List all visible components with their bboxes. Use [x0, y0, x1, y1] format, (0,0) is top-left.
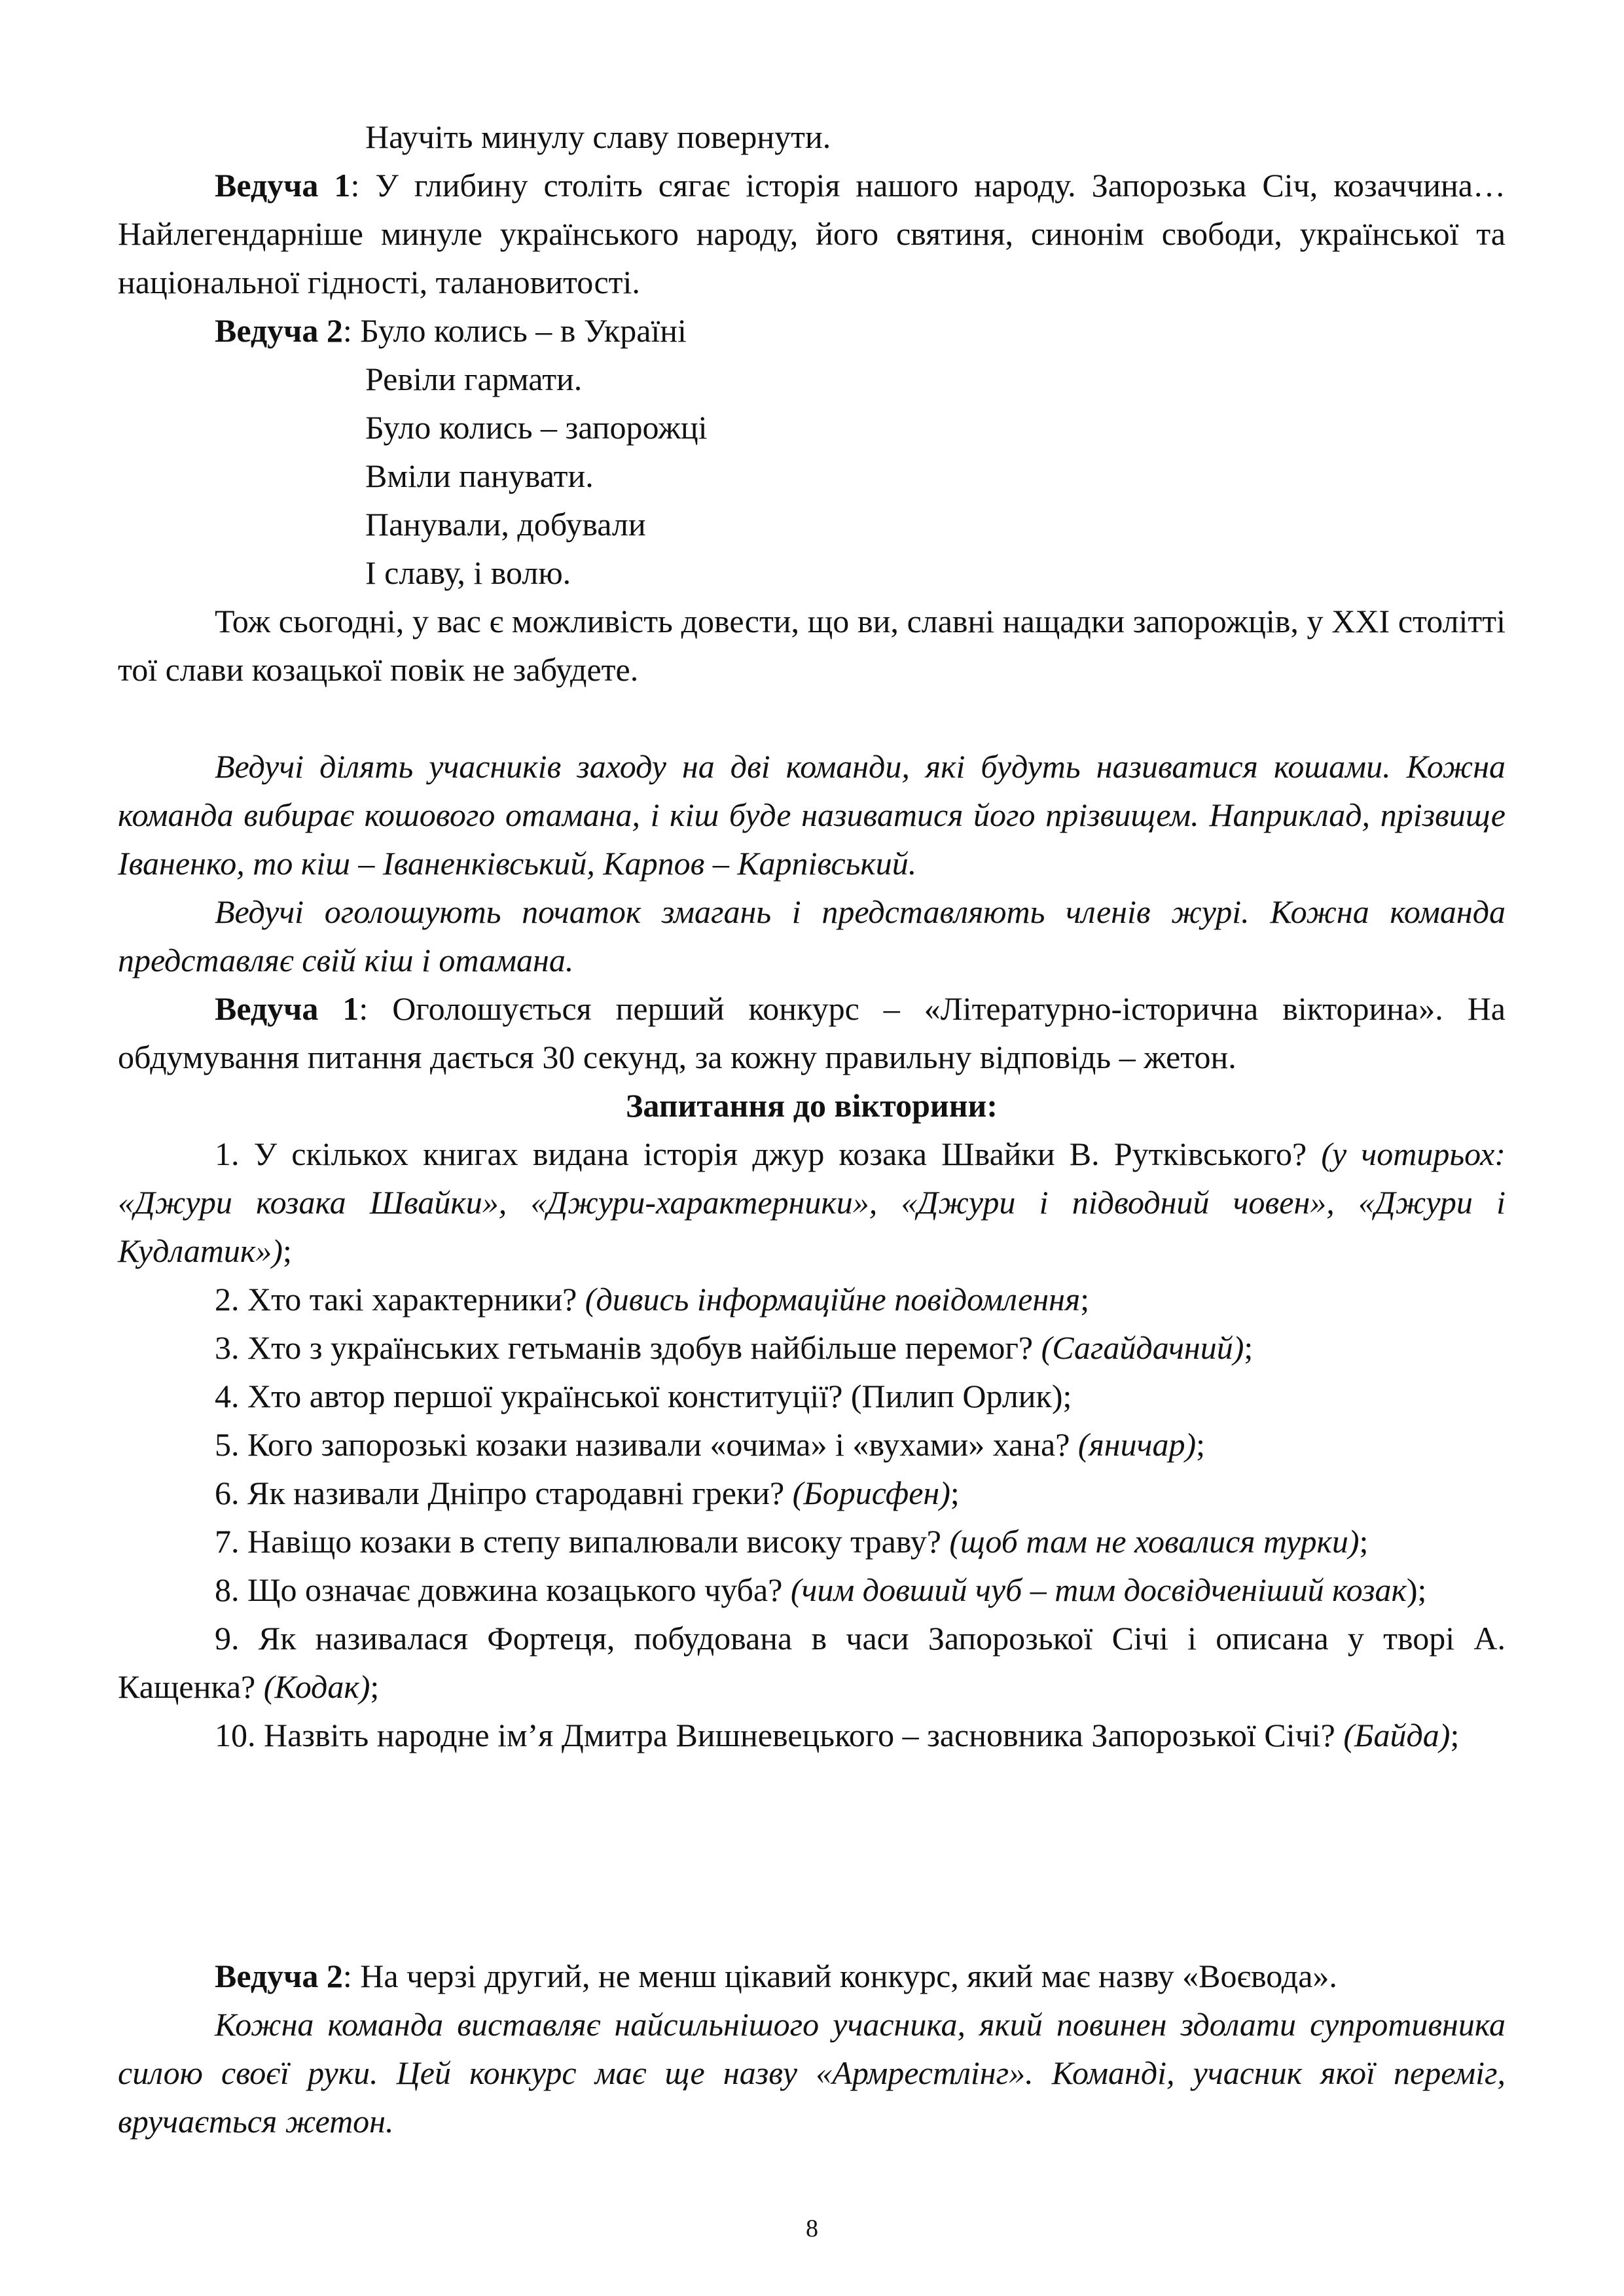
instruction-text: Ведучі оголошують початок змагань і представляють членів журі. Кожна команда представляє свій кіш і отамана. [118, 893, 1506, 978]
quiz-question: 5. Кого запорозькі козаки називали «очима» і «вухами» хана? (яничар); [215, 1426, 1206, 1463]
host2-verse-paragraph [118, 306, 1506, 597]
verse-line: Вміли панувати. [365, 457, 594, 494]
quiz-questions [118, 1130, 1506, 1759]
instructions-teams [118, 742, 1506, 984]
verse-line: І славу, і волю. [365, 554, 571, 591]
host1-contest-paragraph [118, 984, 1506, 1081]
paragraph-text: : На черзі другий, не менш цікавий конкурс, який має назву «Воєвода». [342, 1958, 1337, 1994]
host2-contest-paragraph [118, 1952, 1506, 2145]
quiz-question: 10. Назвіть народне ім’я Дмитра Вишневецького – засновника Запорозької Січі? (Байда); [215, 1717, 1460, 1753]
instruction-text: Кожна команда виставляє найсильнішого учасника, який повинен здолати супротивника силою своєї руки. Цей конкурс має ще назву «Армрестлінг». Команді, учасник якої переміг, вручається жетон. [118, 2006, 1506, 2140]
speaker-label: Ведуча 1 [215, 167, 351, 204]
speaker-label: Ведуча 1 [215, 990, 359, 1027]
host1-intro-paragraph [118, 161, 1506, 306]
quiz-question: 1. У скількох книгах видана історія джур козака Швайки В. Рутківського? (у чотирьох: «Джури козака Швайки», «Джури-характерники», «Джури і підводний човен», «Джури і Кудлатик»); [118, 1136, 1506, 1269]
verse-top [118, 113, 1506, 161]
quiz-question: 9. Як називалася Фортеця, побудована в часи Запорозької Січі і описана у творі А. Кащенка? (Кодак); [118, 1620, 1506, 1705]
paragraph-text: : Оголошується перший конкурс – «Літературно-історична вікторина». На обдумування питання дається 30 секунд, за кожну правильну відповідь – жетон. [118, 990, 1506, 1075]
quiz-heading [118, 1081, 1506, 1130]
quiz-question: 2. Хто такі характерники? (дивись інформаційне повідомлення; [215, 1281, 1090, 1318]
paragraph-text: Тож сьогодні, у вас є можливість довести, що ви, славні нащадки запорожців, у XXI столітті тої слави козацької повік не забудете. [118, 603, 1506, 688]
speaker-label: Ведуча 2 [215, 1958, 343, 1994]
verse-line: Було колись – запорожці [365, 409, 708, 446]
quiz-question: 6. Як називали Дніпро стародавні греки? (Борисфен); [215, 1475, 960, 1511]
page-number: 8 [806, 2215, 818, 2242]
quiz-question: 8. Що означає довжина козацького чуба? (чим довший чуб – тим досвідченіший козак); [215, 1571, 1427, 1608]
paragraph-text: : У глибину століть сягає історія нашого народу. Запорозька Січ, козаччина… Найлегендарніше минуле українського народу, його святиня, синонім свободи, української та національної гідності, талановитості. [118, 167, 1506, 300]
verse-line: Ревіли гармати. [365, 361, 583, 397]
instruction-text: Ведучі ділять учасників заходу на дві команди, які будуть називатися кошами. Кожна команда вибирає кошового отамана, і кіш буде називатися його прізвищем. Наприклад, прізвище Іваненко, то кіш – Іваненківський, Карпов – Карпівський. [118, 748, 1506, 882]
quiz-question: 7. Навіщо козаки в степу випалювали високу траву? (щоб там не ховалися турки); [215, 1523, 1369, 1560]
quiz-question: 3. Хто з українських гетьманів здобув найбільше перемог? (Сагайдачний); [215, 1329, 1254, 1366]
paragraph-text: : Було колись – в Україні [342, 312, 687, 349]
verse-block [118, 355, 1506, 597]
verse-line: Научіть минулу славу повернути. [365, 118, 831, 155]
quiz-title: Запитання до вікторини: [626, 1087, 998, 1124]
quiz-question: 4. Хто автор першої української конституції? (Пилип Орлик); [215, 1378, 1072, 1414]
today-paragraph [118, 597, 1506, 694]
speaker-label: Ведуча 2 [215, 312, 343, 349]
verse-line: Панували, добували [365, 506, 646, 543]
